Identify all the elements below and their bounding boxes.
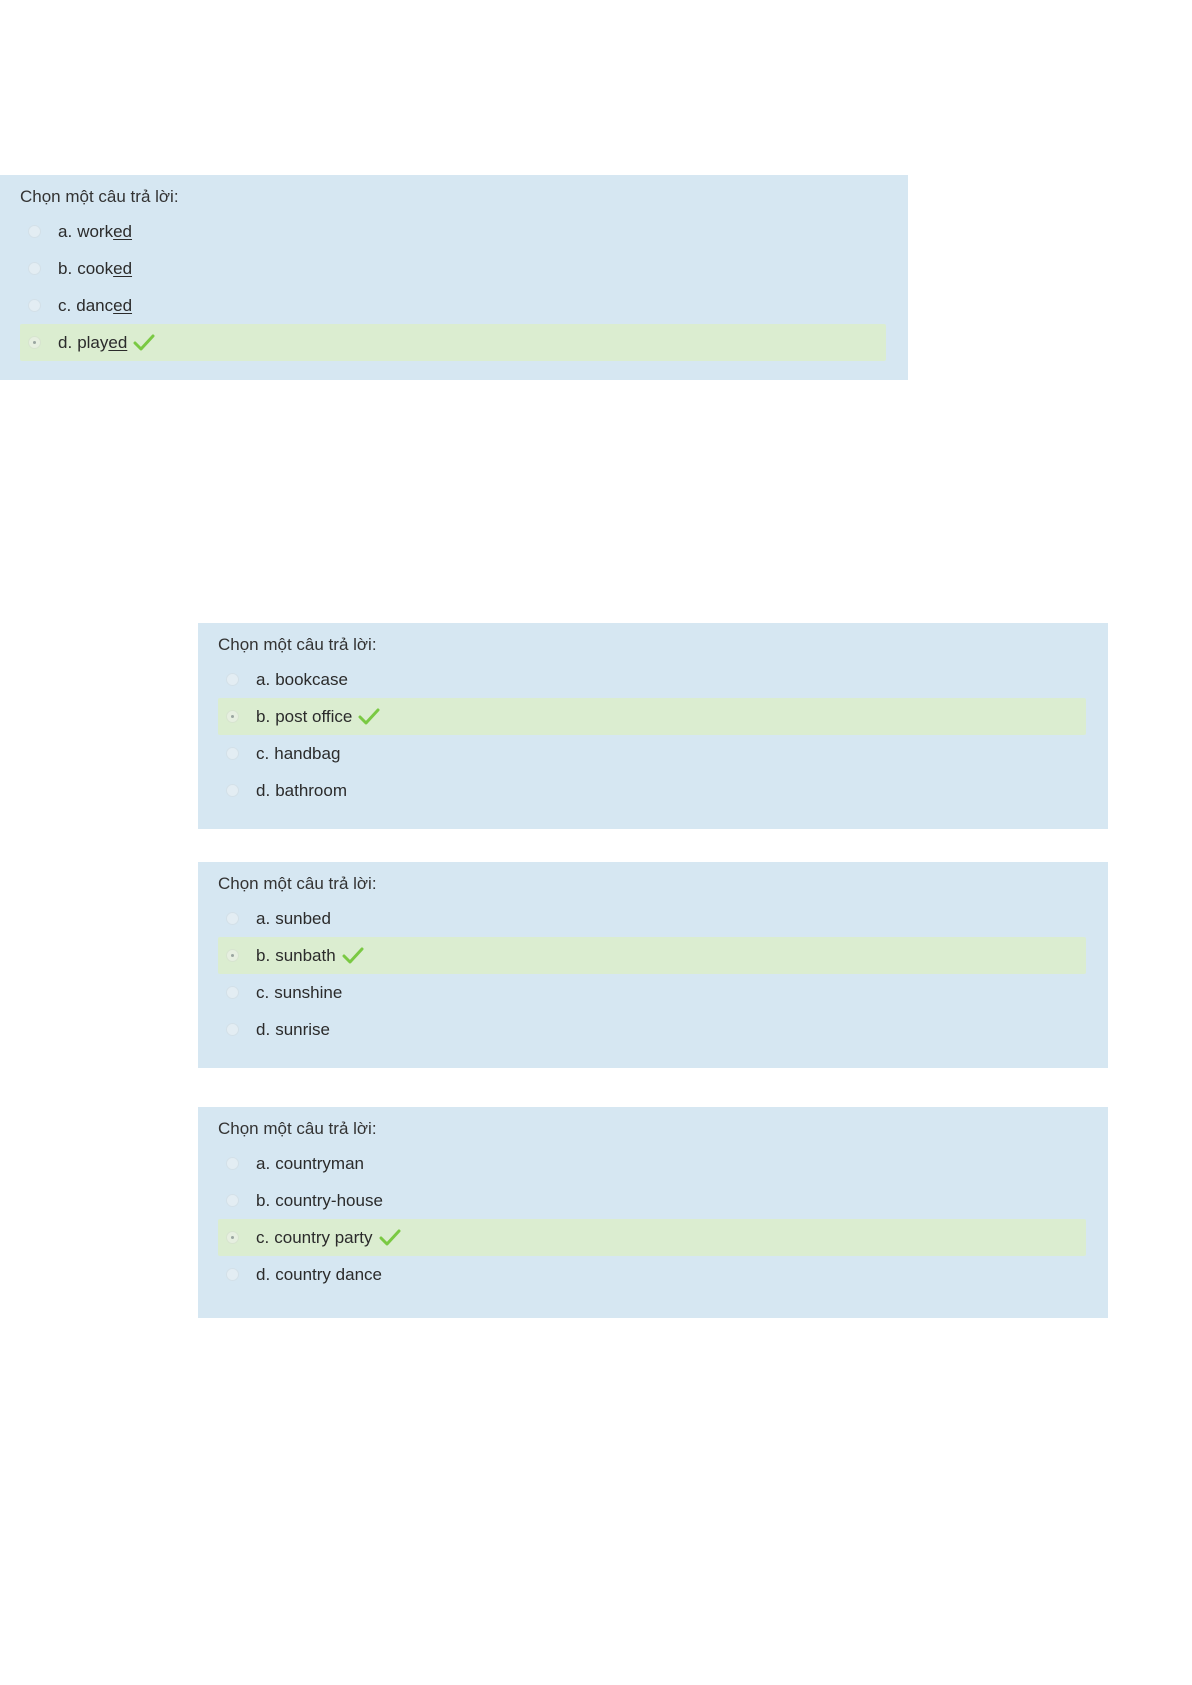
option-c[interactable] (20, 287, 886, 324)
radio-button-selected[interactable] (226, 1231, 239, 1244)
option-text: sunrise (275, 1019, 330, 1039)
option-a[interactable] (218, 1145, 1086, 1182)
question-1-panel (0, 175, 908, 380)
answer-options (218, 661, 1086, 809)
option-stem: play (77, 332, 109, 352)
option-letter: c. (58, 295, 72, 315)
option-d[interactable] (218, 1011, 1086, 1048)
option-letter: c. (256, 982, 270, 1002)
question-prompt: Chọn một câu trả lời: (218, 635, 377, 654)
option-text: countryman (275, 1153, 365, 1173)
question-prompt: Chọn một câu trả lời: (218, 874, 377, 893)
option-letter: a. (256, 908, 271, 928)
option-b[interactable] (20, 250, 886, 287)
option-letter: a. (256, 1153, 271, 1173)
option-c[interactable] (218, 735, 1086, 772)
option-d[interactable] (218, 772, 1086, 809)
option-text: bookcase (275, 669, 348, 689)
option-text: sunshine (274, 982, 343, 1002)
answer-options (20, 213, 886, 361)
option-text: handbag (274, 743, 341, 763)
option-text: sunbed (275, 908, 331, 928)
option-letter: b. (256, 706, 271, 726)
radio-button-selected[interactable] (226, 949, 239, 962)
option-suffix: ed (113, 258, 133, 278)
option-stem: danc (76, 295, 114, 315)
option-a[interactable] (218, 661, 1086, 698)
option-d[interactable] (20, 324, 886, 361)
answer-options (218, 1145, 1086, 1293)
option-letter: a. (256, 669, 271, 689)
option-b[interactable] (218, 698, 1086, 735)
radio-button[interactable] (28, 299, 41, 312)
question-2-panel (198, 623, 1108, 829)
radio-button[interactable] (226, 986, 239, 999)
option-letter: d. (58, 332, 73, 352)
answer-options (218, 900, 1086, 1048)
radio-button[interactable] (226, 1194, 239, 1207)
radio-button[interactable] (226, 1023, 239, 1036)
question-4-panel (198, 1107, 1108, 1318)
radio-button[interactable] (28, 262, 41, 275)
option-letter: b. (256, 945, 271, 965)
radio-button[interactable] (226, 747, 239, 760)
option-letter: b. (58, 258, 73, 278)
radio-button-selected[interactable] (28, 336, 41, 349)
option-c[interactable] (218, 1219, 1086, 1256)
question-prompt: Chọn một câu trả lời: (20, 187, 179, 206)
option-letter: d. (256, 1019, 271, 1039)
checkmark-icon (379, 1229, 401, 1247)
option-letter: c. (256, 743, 270, 763)
option-stem: cook (77, 258, 114, 278)
option-letter: a. (58, 221, 73, 241)
option-a[interactable] (218, 900, 1086, 937)
question-3-panel (198, 862, 1108, 1068)
radio-button[interactable] (226, 1157, 239, 1170)
option-text: post office (275, 706, 353, 726)
option-c[interactable] (218, 974, 1086, 1011)
option-a[interactable] (20, 213, 886, 250)
option-text: sunbath (275, 945, 336, 965)
radio-button[interactable] (226, 1268, 239, 1281)
checkmark-icon (358, 708, 380, 726)
radio-button[interactable] (28, 225, 41, 238)
option-d[interactable] (218, 1256, 1086, 1293)
radio-button-selected[interactable] (226, 710, 239, 723)
option-suffix: ed (113, 295, 133, 315)
radio-button[interactable] (226, 673, 239, 686)
checkmark-icon (133, 334, 155, 352)
question-prompt: Chọn một câu trả lời: (218, 1119, 377, 1138)
option-letter: c. (256, 1227, 270, 1247)
radio-button[interactable] (226, 784, 239, 797)
option-letter: d. (256, 780, 271, 800)
option-text: country dance (275, 1264, 382, 1284)
option-letter: d. (256, 1264, 271, 1284)
option-suffix: ed (108, 332, 128, 352)
option-text: country-house (275, 1190, 383, 1210)
option-b[interactable] (218, 1182, 1086, 1219)
option-text: bathroom (275, 780, 348, 800)
radio-button[interactable] (226, 912, 239, 925)
option-stem: work (77, 221, 114, 241)
option-letter: b. (256, 1190, 271, 1210)
option-suffix: ed (113, 221, 133, 241)
option-b[interactable] (218, 937, 1086, 974)
checkmark-icon (342, 947, 364, 965)
option-text: country party (274, 1227, 373, 1247)
